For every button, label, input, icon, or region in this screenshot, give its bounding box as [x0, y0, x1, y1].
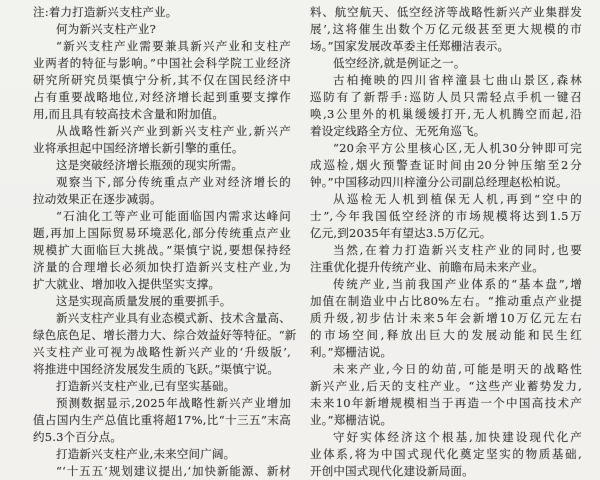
- text-line: 规模扩大面临巨大挑战。”渠慎宁说,要想保持经: [33, 243, 291, 257]
- text-line: 用,而且具有较高技术含量和附加值。: [33, 107, 225, 121]
- text-line: “20余平方公里核心区,无人机30分钟即可完: [333, 141, 582, 155]
- text-line: 传统产业,当前我国产业体系的“基本盘”,增: [333, 277, 582, 291]
- text-line: 从战略性新兴产业到新兴支柱产业,新兴产: [56, 124, 291, 138]
- text-line: 预测数据显示,2025年战略性新兴产业增加: [56, 396, 291, 410]
- text-line: 新兴产业,后天的支柱产业。“这些产业蓄势发力,: [310, 379, 582, 393]
- text-line: 济量的合理增长必须加快打造新兴支柱产业,为: [33, 260, 291, 274]
- text-line: 亿元,到2035年有望达3.5万亿元。: [310, 226, 492, 240]
- text-line: 业两者的特征与影响。”中国社会科学院工业经济: [33, 56, 291, 70]
- text-line: 观察当下,部分传统重点产业对经济增长的: [56, 175, 291, 189]
- article-left-column: [33, 4, 297, 480]
- text-line: 这是实现高质量发展的重要抓手。: [56, 294, 232, 308]
- text-line: 未来产业,今日的幼苗,可能是明天的战略性: [333, 362, 582, 376]
- text-line: 未来10年新增规模相当于再造一个中国高技术产: [310, 396, 582, 410]
- text-line: 古柏掩映的四川省梓潼县七曲山景区,森林: [333, 73, 582, 87]
- text-line: 当然,在着力打造新兴支柱产业的同时,也要: [333, 243, 582, 257]
- text-line: “石油化工等产业可能面临国内需求达峰问: [56, 209, 291, 223]
- text-line: 巡防有了新帮手:巡防人员只需轻点手机一键召: [310, 90, 582, 104]
- text-line: 绿色底色足、增长潜力大、综合效益好等特征。“新: [33, 328, 297, 342]
- article-right-column: [310, 4, 582, 480]
- text-line: 占有重要战略地位,对经济增长起到重要支撑作: [33, 90, 291, 104]
- text-line: 钟。”中国移动四川梓潼分公司副总经理赵松柏说。: [310, 175, 568, 189]
- text-line: 士”,今年我国低空经济的市场规模将达到1.5万: [310, 209, 582, 223]
- text-line: 约5.3个百分点。: [33, 430, 123, 444]
- text-line: 打造新兴支柱产业,已有坚实基础。: [56, 379, 236, 393]
- text-line: 场。”国家发展改革委主任郑栅洁表示。: [310, 39, 510, 53]
- text-line: 料、航空航天、低空经济等战略性新兴产业集群发: [310, 5, 582, 19]
- text-line: 兴支柱产业可视为战略性新兴产业的‘升级版’,: [33, 345, 291, 359]
- text-line: 打造新兴支柱产业,未来空间广阔。: [56, 447, 236, 461]
- text-line: 守好实体经济这个根基,加快建设现代化产: [333, 430, 582, 444]
- text-line: 唤,3公里外的机巢缓缓打开,无人机腾空而起,沿: [310, 107, 582, 121]
- text-line: 开创中国式现代化建设新局面。: [310, 464, 474, 478]
- text-line: 的市场空间,释放出巨大的发展动能和民生红: [310, 328, 582, 342]
- text-line: 从巡检无人机到植保无人机,再到“空中的: [333, 192, 582, 206]
- text-line: 加值在制造业中占比80%左右。“推动重点产业提: [310, 294, 582, 308]
- text-line: 成巡检,烟火预警查证时间由20分钟压缩至2分: [310, 158, 582, 172]
- text-line: 新兴支柱产业具有业态模式新、技术含量高、: [56, 311, 291, 325]
- text-line: 低空经济,就是例证之一。: [333, 56, 466, 70]
- text-line: 业。”郑栅洁说。: [310, 413, 393, 427]
- text-line: “新兴支柱产业需要兼具新兴产业和支柱产: [56, 39, 291, 53]
- text-line: 业将承担起中国经济增长新引擎的重任。: [33, 141, 244, 155]
- text-line: 利。”郑栅洁说。: [310, 345, 393, 359]
- text-line: 扩大就业、增加收入提供坚实支撑。: [33, 277, 221, 291]
- text-line: 注重优化提升传统产业、前瞻布局未来产业。: [310, 260, 544, 274]
- text-line: 将推进中国经济发展发生质的飞跃。”渠慎宁说。: [33, 362, 280, 376]
- text-line: 值占国内生产总值比重将超17%,比“十三五”末高: [33, 413, 291, 427]
- text-line: 注:着力打造新兴支柱产业。: [33, 5, 178, 19]
- text-line: 展’,这将催生出数个万亿元级甚至更大规模的市: [310, 22, 582, 36]
- text-line: 拉动效果正在逐步减弱。: [33, 192, 162, 206]
- text-line: 质升级,初步估计未来5年会新增10万亿元左右: [310, 311, 582, 325]
- text-line: 着设定线路全方位、无死角巡飞。: [310, 124, 486, 138]
- text-line: 业体系,将为中国式现代化奠定坚实的物质基础,: [310, 447, 582, 461]
- text-line: 这是突破经济增长瓶颈的现实所需。: [56, 158, 244, 172]
- text-line: 题,再加上国际贸易环境恶化,部分传统重点产业: [33, 226, 291, 240]
- text-line: 何为新兴支柱产业?: [56, 22, 156, 36]
- text-line: “‘十五五’规划建议提出,‘加快新能源、新材: [56, 464, 291, 478]
- text-line: 研究所研究员渠慎宁分析,其不仅在国民经济中: [33, 73, 291, 87]
